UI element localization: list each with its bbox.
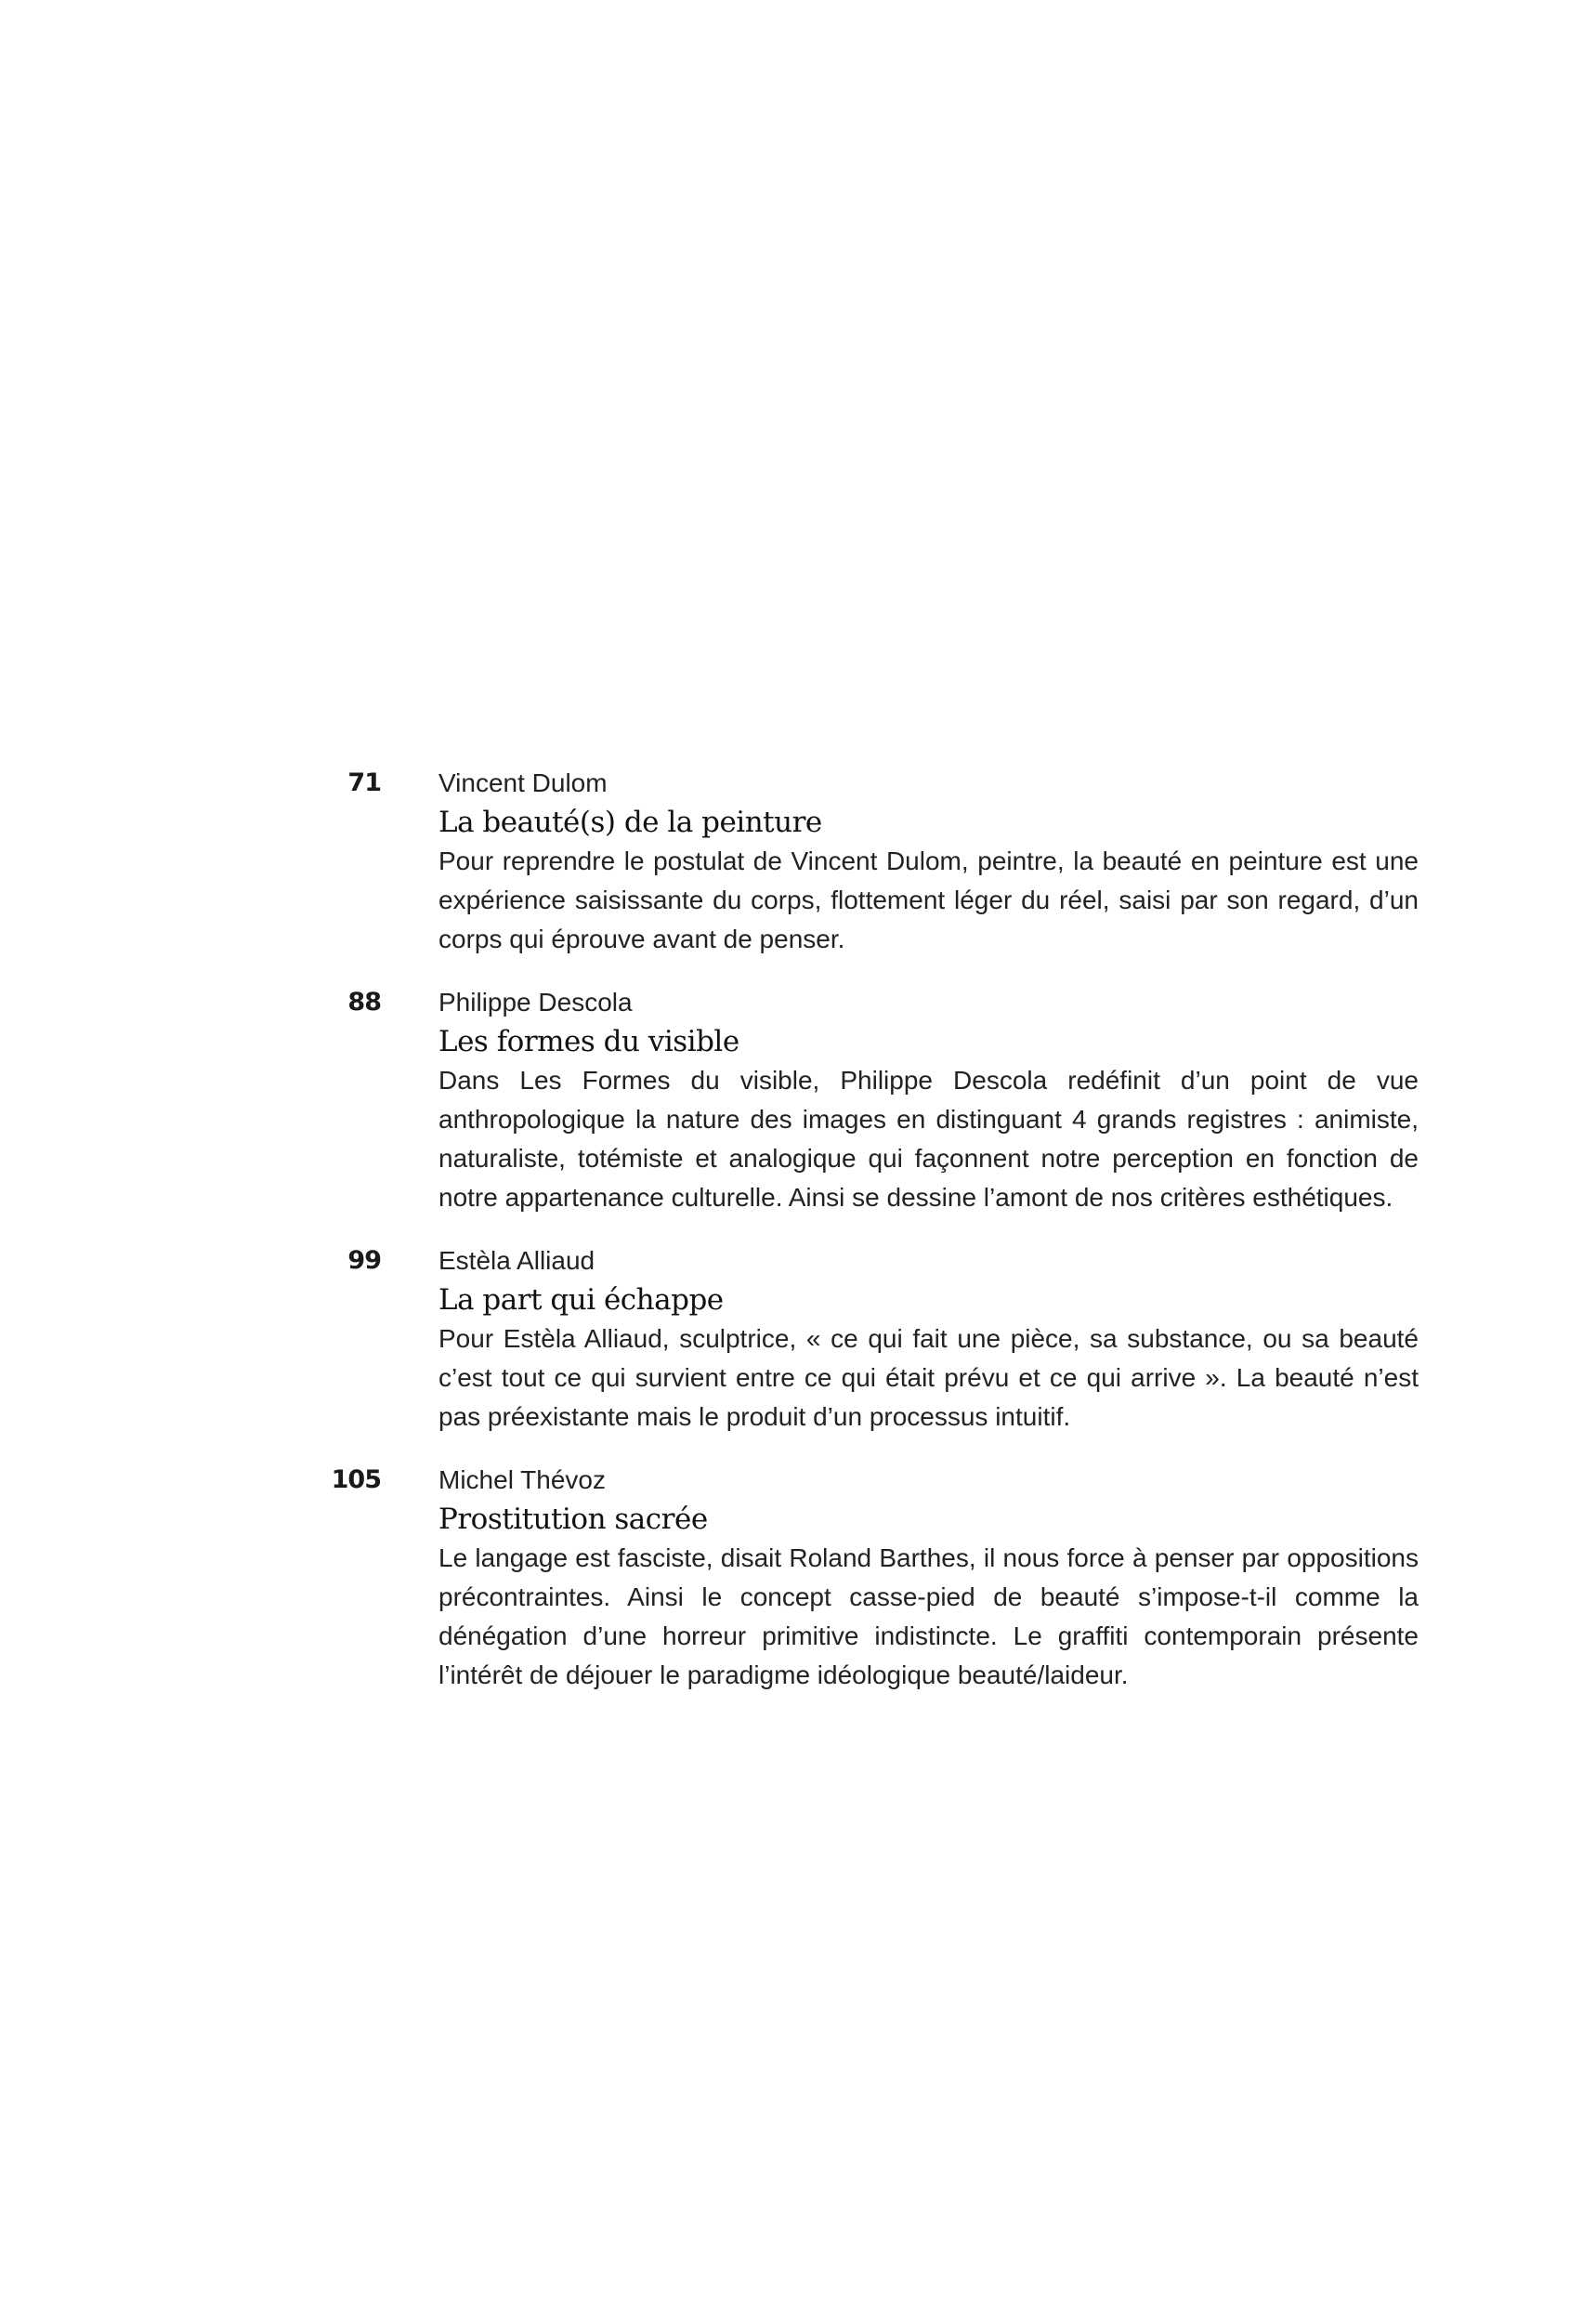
toc-entry <box>325 1461 1421 1695</box>
entry-author: Vincent Dulom <box>438 768 608 797</box>
page-number: 105 <box>331 1465 381 1494</box>
table-of-contents <box>325 764 1421 1695</box>
entry-author: Philippe Descola <box>438 988 633 1017</box>
entry-title: La part qui échappe <box>438 1283 724 1317</box>
entry-author: Estèla Alliaud <box>438 1246 595 1275</box>
toc-entry <box>325 1241 1421 1437</box>
page-number: 99 <box>347 1246 381 1275</box>
page-number: 88 <box>347 988 381 1017</box>
entry-title: Les formes du visible <box>438 1025 739 1058</box>
entry-summary: Le langage est fasciste, disait Roland Barthes, il nous force à penser par oppositions précontraintes. Ainsi le concept casse-pied de beauté s’impose-t-il comme la dénégation d’une horreur primitive indistincte. Le graffiti contemporain présente l’intérêt de déjouer le paradigme idéologique beauté/laideur. <box>438 1543 1419 1689</box>
toc-entry <box>325 983 1421 1217</box>
entry-content <box>438 1461 1419 1695</box>
entry-summary: Pour reprendre le postulat de Vincent Dulom, peintre, la beauté en peinture est une expérience saisissante du corps, flottement léger du réel, saisi par son regard, d’un corps qui éprouve avant de penser. <box>438 847 1419 953</box>
entry-content <box>438 983 1419 1217</box>
entry-title: Prostitution sacrée <box>438 1503 708 1536</box>
page-number: 71 <box>347 768 381 797</box>
entry-content <box>438 1241 1419 1437</box>
entry-author: Michel Thévoz <box>438 1465 607 1494</box>
entry-summary: Pour Estèla Alliaud, sculptrice, « ce qui fait une pièce, sa substance, ou sa beauté c’est tout ce qui survient entre ce qui était prévu et ce qui arrive ». La beauté n’est pas préexistante mais le produit d’un processus intuitif. <box>438 1324 1419 1431</box>
entry-summary: Dans Les Formes du visible, Philippe Descola redéfinit d’un point de vue anthropologique la nature des images en distinguant 4 grands registres : animiste, naturaliste, totémiste et analogique qui façonnent notre perception en fonction de notre appartenance culturelle. Ainsi se dessine l’amont de nos critères esthétiques. <box>438 1066 1419 1212</box>
entry-title: La beauté(s) de la peinture <box>438 806 822 839</box>
entry-content <box>438 764 1419 959</box>
toc-entry <box>325 764 1421 959</box>
